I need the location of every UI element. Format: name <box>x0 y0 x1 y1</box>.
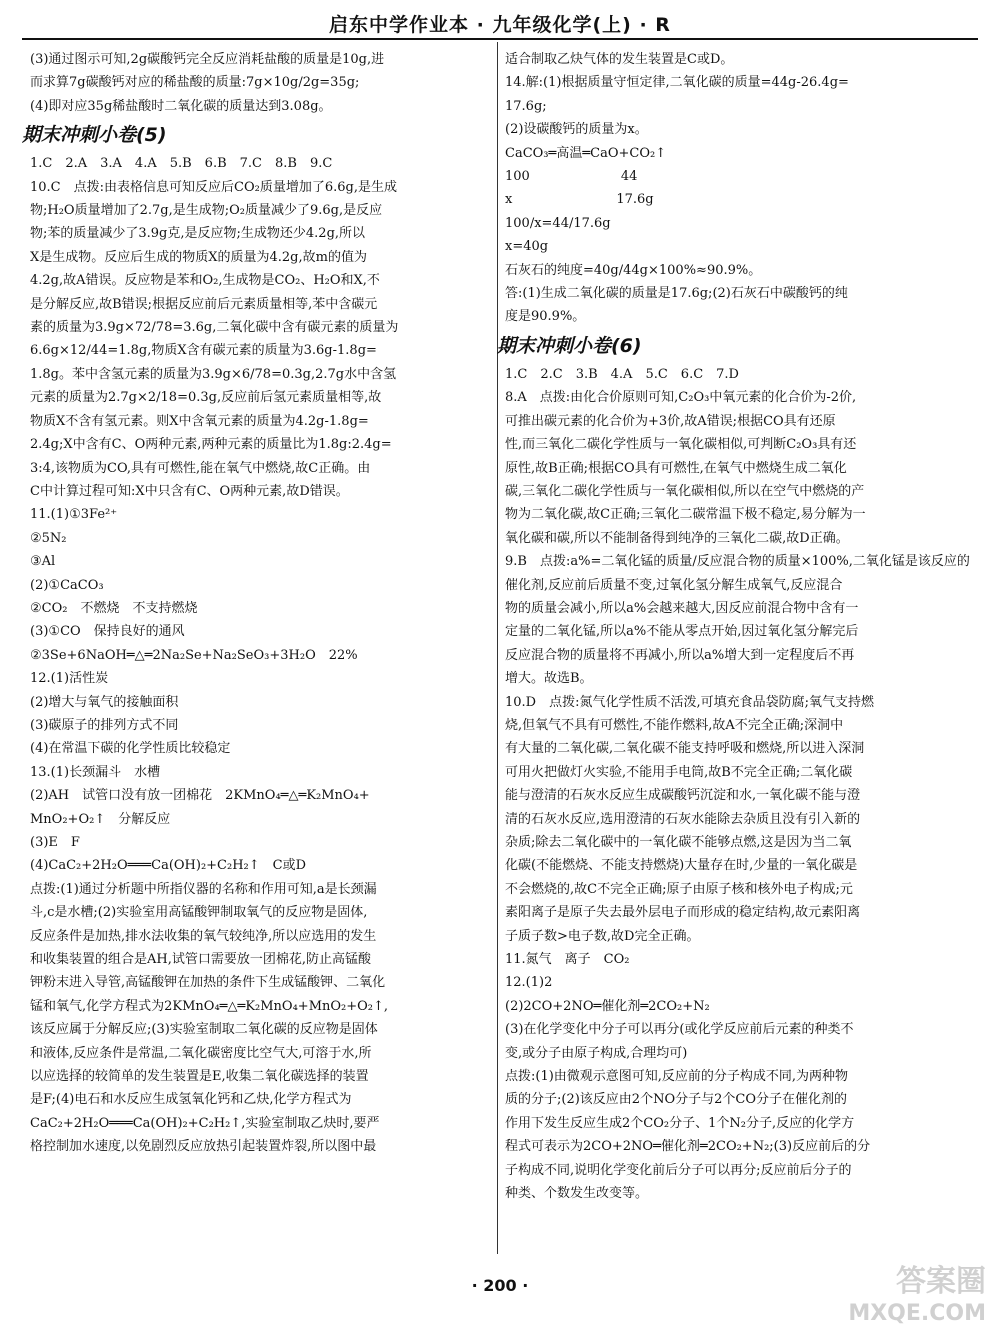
text-line: 作用下发生反应生成2个CO₂分子、1个N₂分子,反应的化学方 <box>505 1115 855 1131</box>
section-title: 期末冲刺小卷(5) <box>22 124 167 147</box>
watermark-url: MXQE.COM <box>848 1301 986 1326</box>
text-line: 杂质;除去二氧化碳中的一氧化碳不能够点燃,这是因为当二氧 <box>505 835 852 850</box>
section-title: 期末冲刺小卷(6) <box>497 334 642 357</box>
text-line: 反应混合物的质量将不再减小,所以a%增大到一定程度后不再 <box>505 647 855 663</box>
text-line: 可用火把做灯火实验,不能用手电筒,故B不完全正确;二氧化碳 <box>505 764 853 780</box>
text-line: 质的分子;(2)该反应由2个NO分子与2个CO分子在催化剂的 <box>505 1092 847 1108</box>
text-line: 12.(1)活性炭 <box>30 671 109 687</box>
page-header <box>0 0 1000 40</box>
text-line: 斗,c是水槽;(2)实验室用高锰酸钾制取氧气的反应物是固体, <box>30 905 368 921</box>
text-line: 适合制取乙炔气体的发生装置是C或D。 <box>505 52 734 67</box>
text-line: 钾粉末进入导管,高锰酸钾在加热的条件下生成锰酸钾、二氧化 <box>30 975 386 991</box>
text-line: CaC₂+2H₂O═══Ca(OH)₂+C₂H₂↑,实验室制取乙炔时,要严 <box>30 1115 380 1131</box>
text-line: 10.D 点拨:氮气化学性质不活泼,可填充食品袋防腐;氧气支持燃 <box>505 694 874 710</box>
text-line: 子质子数>电子数,故D完全正确。 <box>505 928 700 944</box>
header-rule <box>22 38 978 40</box>
text-line: ③Al <box>30 554 56 570</box>
text-line: 物为二氧化碳,故C正确;三氧化二碳常温下极不稳定,易分解为一 <box>505 507 866 523</box>
header-title: 启东中学作业本 · 九年级化学(上) · R <box>329 14 671 36</box>
text-line: 催化剂,反应前后质量不变,过氧化氢分解生成氧气,反应混合 <box>505 577 843 593</box>
text-line: 能与澄清的石灰水反应生成碳酸钙沉淀和水,一氧化碳不能与澄 <box>505 788 861 804</box>
text-line: 可推出碳元素的化合价为+3价,故A错误;根据CO具有还原 <box>505 413 836 429</box>
text-line: C中计算过程可知:X中只含有C、O两种元素,故D错误。 <box>30 483 349 499</box>
text-line: 8.A 点拨:由化合价原则可知,C₂O₃中氧元素的化合价为-2价, <box>505 390 857 406</box>
text-line: 2.4g;X中含有C、O两种元素,两种元素的质量比为1.8g:2.4g= <box>30 437 392 453</box>
text-line: 子构成不同,说明化学变化前后分子可以再分;反应前后分子的 <box>505 1162 852 1178</box>
text-line: ②3Se+6NaOH═△═2Na₂Se+Na₂SeO₃+3H₂O 22% <box>30 647 358 663</box>
text-line: 元素的质量为2.7g×2/18=0.3g,反应前后氢元素质量相等,故 <box>30 390 382 406</box>
text-line: 不会燃烧的,故C不完全正确;原子由原子核和核外电子构成;元 <box>505 881 853 897</box>
text-line: (3)①CO 保持良好的通风 <box>30 624 185 640</box>
text-line: 变,或分子由原子构成,合理均可) <box>505 1045 688 1061</box>
text-line: (2)①CaCO₃ <box>30 577 104 593</box>
right-column <box>497 48 973 1206</box>
text-line: (3)E F <box>30 835 80 850</box>
left-column <box>22 48 486 1159</box>
text-line: (2)AH 试管口没有放一团棉花 2KMnO₄═△═K₂MnO₄+ <box>30 788 370 804</box>
text-line: 和收集装置的组合是AH,试管口需要放一团棉花,防止高锰酸 <box>30 952 371 968</box>
text-line: 该反应属于分解反应;(3)实验室制取二氧化碳的反应物是固体 <box>30 1022 378 1038</box>
text-line: 而求算7g碳酸钙对应的稀盐酸的质量:7g×10g/2g=35g; <box>30 75 360 91</box>
text-line: X是生成物。反应后生成的物质X的质量为4.2g,故m的值为 <box>30 249 367 265</box>
text-line: 点拨:(1)由微观示意图可知,反应前的分子构成不同,为两种物 <box>505 1069 849 1085</box>
text-line: x=40g <box>505 239 549 255</box>
text-line: 度是90.9%。 <box>505 309 586 325</box>
text-line: 程式可表示为2CO+2NO═催化剂═2CO₂+N₂;(3)反应前后的分 <box>505 1139 871 1155</box>
text-line: 是分解反应,故B错误;根据反应前后元素质量相等,苯中含碳元 <box>30 296 378 312</box>
text-line: 12.(1)2 <box>505 975 553 991</box>
text-line: ②CO₂ 不燃烧 不支持燃烧 <box>30 600 198 616</box>
text-line: 1.C 2.C 3.B 4.A 5.C 6.C 7.D <box>505 366 739 382</box>
text-line: (2)设碳酸钙的质量为x。 <box>505 122 648 138</box>
text-line: 和液体,反应条件是常温,二氧化碳密度比空气大,可溶于水,所 <box>30 1045 372 1061</box>
text-line: (2)增大与氧气的接触面积 <box>30 694 179 710</box>
text-line: 9.B 点拨:a%=二氧化锰的质量/反应混合物的质量×100%,二氧化锰是该反应的 <box>505 554 970 570</box>
column-divider <box>497 42 498 1254</box>
text-line: 格控制加水速度,以免剧烈反应放热引起装置炸裂,所以图中最 <box>30 1139 377 1155</box>
text-line: (2)2CO+2NO═催化剂═2CO₂+N₂ <box>505 998 710 1014</box>
watermark-text: 答案圈 <box>896 1264 986 1299</box>
watermark <box>848 1266 986 1330</box>
text-line: x 17.6g <box>505 192 654 208</box>
text-line: 碳,三氧化二碳化学性质与一氧化碳相似,所以在空气中燃烧的产 <box>505 483 865 499</box>
text-line: 以应选择的较简单的发生装置是E,收集二氧化碳选择的装置 <box>30 1069 369 1085</box>
text-line: MnO₂+O₂↑ 分解反应 <box>30 811 171 827</box>
text-line: CaCO₃═高温═CaO+CO₂↑ <box>505 145 667 161</box>
text-line: 14.解:(1)根据质量守恒定律,二氧化碳的质量=44g-26.4g= <box>505 75 849 91</box>
text-line: 石灰石的纯度=40g/44g×100%≈90.9%。 <box>505 262 762 278</box>
text-line: (3)在化学变化中分子可以再分(或化学反应前后元素的种类不 <box>505 1022 854 1038</box>
text-line: 物质X不含有氢元素。则X中含氧元素的质量为4.2g-1.8g= <box>30 413 369 429</box>
text-line: 物的质量会减小,所以a%会越来越大,因反应前混合物中含有一 <box>505 600 859 616</box>
text-line: 6.6g×12/44=1.8g,物质X含有碳元素的质量为3.6g-1.8g= <box>30 343 377 359</box>
text-line: 点拨:(1)通过分析题中所指仪器的名称和作用可知,a是长颈漏 <box>30 881 377 897</box>
text-line: 答:(1)生成二氧化碳的质量是17.6g;(2)石灰石中碳酸钙的纯 <box>505 286 848 302</box>
text-line: 是F;(4)电石和水反应生成氢氧化钙和乙炔,化学方程式为 <box>30 1092 352 1108</box>
text-line: 烧,但氧气不具有可燃性,不能作燃料,故A不完全正确;深洞中 <box>505 717 844 733</box>
text-line: 种类、个数发生改变等。 <box>505 1186 649 1202</box>
text-line: 100 44 <box>505 169 638 185</box>
text-line: 100/x=44/17.6g <box>505 215 611 231</box>
text-line: 4.2g,故A错误。反应物是苯和O₂,生成物是CO₂、H₂O和X,不 <box>30 273 380 289</box>
text-line: 素阳离子是原子失去最外层电子而形成的稳定结构,故元素阳离 <box>505 905 861 921</box>
text-line: 性,而三氧化二碳化学性质与一氧化碳相似,可判断C₂O₃具有还 <box>505 437 857 453</box>
text-line: (3)碳原子的排列方式不同 <box>30 717 179 733</box>
text-line: 11.氮气 离子 CO₂ <box>505 952 630 968</box>
text-line: 化碳(不能燃烧、不能支持燃烧)大量存在时,少量的一氧化碳是 <box>505 858 858 874</box>
text-line: 清的石灰水反应,选用澄清的石灰水能除去杂质且没有引入新的 <box>505 811 861 827</box>
text-line: 1.8g。苯中含氢元素的质量为3.9g×6/78=0.3g,2.7g水中含氢 <box>30 366 397 382</box>
text-line: 素的质量为3.9g×72/78=3.6g,二氧化碳中含有碳元素的质量为 <box>30 320 399 336</box>
text-line: 锰和氧气,化学方程式为2KMnO₄═△═K₂MnO₄+MnO₂+O₂↑, <box>30 998 389 1014</box>
text-line: (4)CaC₂+2H₂O═══Ca(OH)₂+C₂H₂↑ C或D <box>30 858 307 874</box>
text-line: 17.6g; <box>505 98 547 114</box>
text-line: 增大。故选B。 <box>505 671 593 687</box>
text-line: 物;H₂O质量增加了2.7g,是生成物;O₂质量减少了9.6g,是反应 <box>30 203 383 219</box>
text-line: 定量的二氧化锰,所以a%不能从零点开始,因过氧化氢分解完后 <box>505 624 859 640</box>
text-line: 反应条件是加热,排水法收集的氧气较纯净,所以应选用的发生 <box>30 928 377 944</box>
text-line: 原性,故B正确;根据CO具有可燃性,在氧气中燃烧生成二氧化 <box>505 460 847 476</box>
text-line: 11.(1)①3Fe²⁺ <box>30 507 118 523</box>
text-line: (4)在常温下碳的化学性质比较稳定 <box>30 741 231 757</box>
text-line: (4)即对应35g稀盐酸时二氧化碳的质量达到3.08g。 <box>30 98 332 114</box>
text-line: 物;苯的质量减少了3.9g克,是反应物;生成物还少4.2g,所以 <box>30 226 366 242</box>
text-line: 10.C 点拨:由表格信息可知反应后CO₂质量增加了6.6g,是生成 <box>30 179 397 195</box>
text-line: 3:4,该物质为CO,具有可燃性,能在氧气中燃烧,故C正确。由 <box>30 460 371 476</box>
text-line: (3)通过图示可知,2g碳酸钙完全反应消耗盐酸的质量是10g,进 <box>30 52 385 67</box>
page-number: · 200 · <box>471 1276 529 1295</box>
text-line: ②5N₂ <box>30 530 67 546</box>
text-line: 有大量的二氧化碳,二氧化碳不能支持呼吸和燃烧,所以进入深洞 <box>505 741 865 757</box>
text-line: 氧化碳和碳,所以不能制备得到纯净的三氧化二碳,故D正确。 <box>505 530 849 546</box>
text-line: 1.C 2.A 3.A 4.A 5.B 6.B 7.C 8.B 9.C <box>30 156 333 172</box>
text-line: 13.(1)长颈漏斗 水槽 <box>30 764 161 780</box>
